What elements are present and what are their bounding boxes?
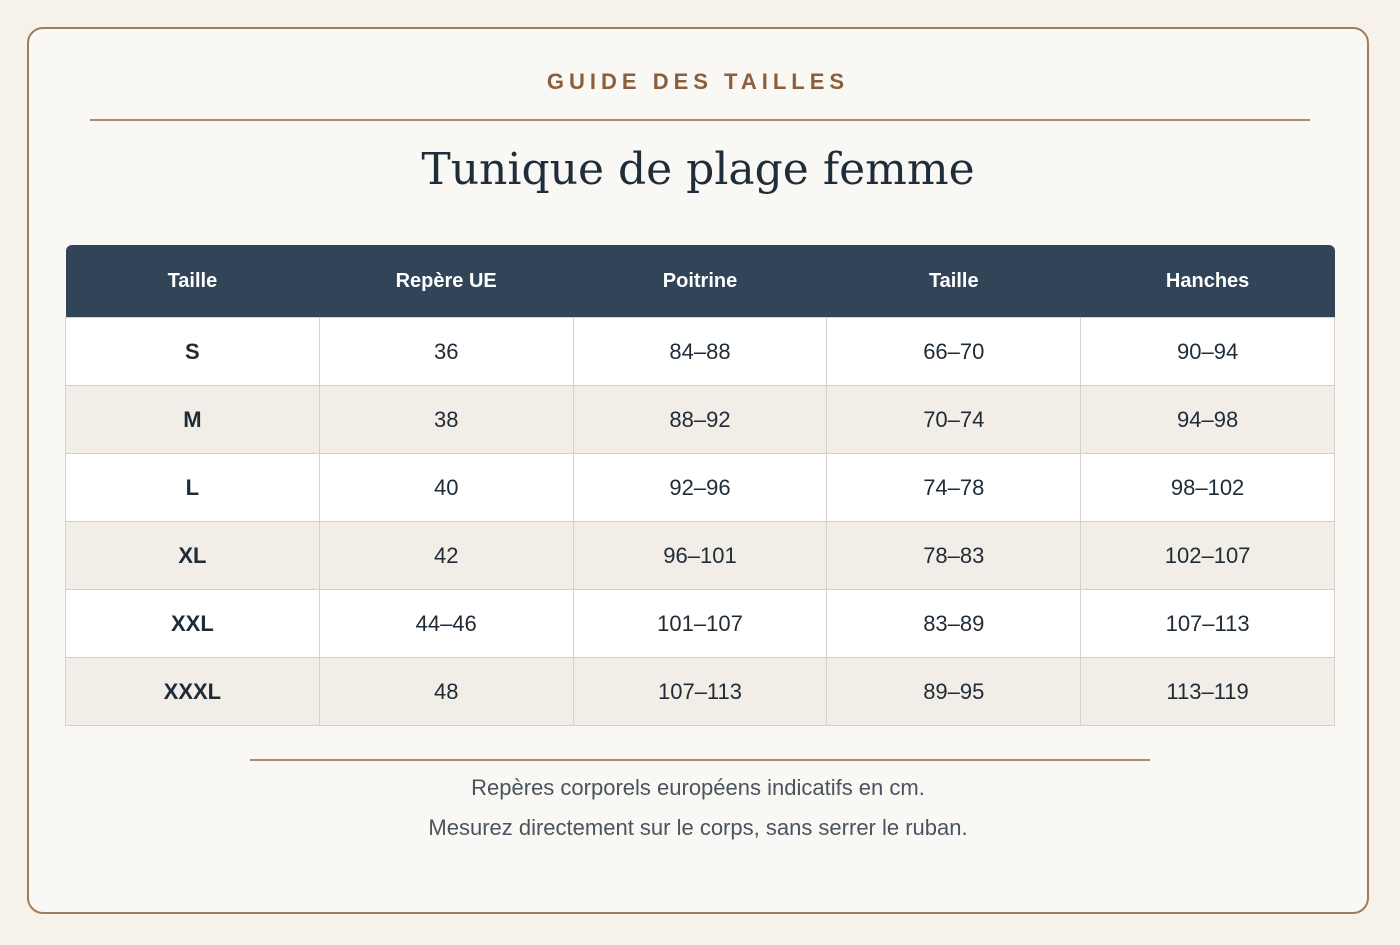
table-row (66, 318, 1335, 386)
column-header-chest: Poitrine (573, 245, 827, 318)
table-body (66, 318, 1335, 726)
cell-hips: 107–113 (1081, 590, 1335, 658)
cell-waist: 74–78 (827, 454, 1081, 522)
column-header-size: Taille (66, 245, 320, 318)
cell-chest: 107–113 (573, 658, 827, 726)
size-table (65, 245, 1335, 726)
top-divider (90, 119, 1310, 121)
cell-eu: 42 (319, 522, 573, 590)
table-header (66, 245, 1335, 318)
table-row (66, 386, 1335, 454)
bottom-divider (250, 759, 1150, 761)
cell-waist: 83–89 (827, 590, 1081, 658)
footnote-measuring: Mesurez directement sur le corps, sans serrer le ruban. (428, 815, 968, 840)
header-row (66, 245, 1335, 318)
column-header-hips: Hanches (1081, 245, 1335, 318)
cell-waist: 78–83 (827, 522, 1081, 590)
cell-eu: 44–46 (319, 590, 573, 658)
size-guide-card (27, 27, 1369, 914)
cell-eu: 36 (319, 318, 573, 386)
table-row (66, 590, 1335, 658)
table-row (66, 658, 1335, 726)
cell-hips: 113–119 (1081, 658, 1335, 726)
cell-eu: 40 (319, 454, 573, 522)
table-row (66, 454, 1335, 522)
cell-waist: 70–74 (827, 386, 1081, 454)
cell-hips: 94–98 (1081, 386, 1335, 454)
cell-eu: 38 (319, 386, 573, 454)
cell-waist: 66–70 (827, 318, 1081, 386)
cell-size: XL (66, 522, 320, 590)
eyebrow-label: GUIDE DES TAILLES (546, 69, 850, 94)
cell-chest: 88–92 (573, 386, 827, 454)
footnote-units: Repères corporels européens indicatifs en cm. (471, 775, 925, 800)
cell-chest: 92–96 (573, 454, 827, 522)
cell-size: XXXL (66, 658, 320, 726)
cell-eu: 48 (319, 658, 573, 726)
cell-size: S (66, 318, 320, 386)
cell-size: XXL (66, 590, 320, 658)
cell-size: L (66, 454, 320, 522)
cell-hips: 102–107 (1081, 522, 1335, 590)
cell-chest: 101–107 (573, 590, 827, 658)
column-header-eu: Repère UE (319, 245, 573, 318)
column-header-waist: Taille (827, 245, 1081, 318)
table-row (66, 522, 1335, 590)
cell-hips: 90–94 (1081, 318, 1335, 386)
cell-size: M (66, 386, 320, 454)
page-title: Tunique de plage femme (421, 144, 975, 195)
cell-hips: 98–102 (1081, 454, 1335, 522)
cell-chest: 96–101 (573, 522, 827, 590)
cell-waist: 89–95 (827, 658, 1081, 726)
cell-chest: 84–88 (573, 318, 827, 386)
